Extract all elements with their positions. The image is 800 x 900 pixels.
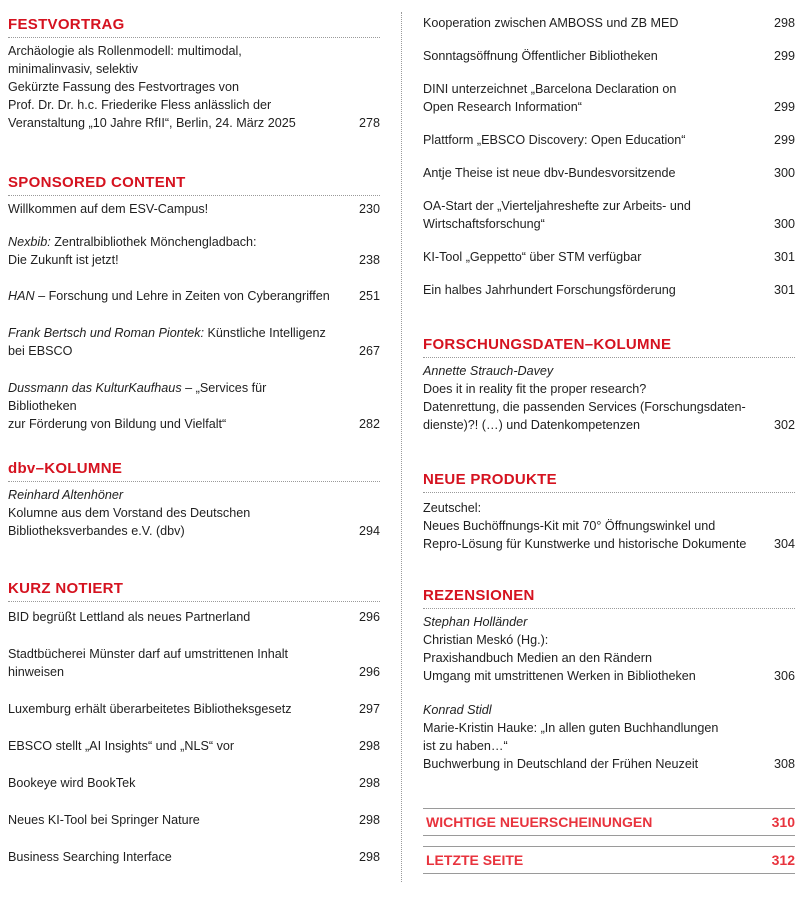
page-number: 298 <box>773 16 795 30</box>
author-name: Annette Strauch-Davey <box>423 364 554 378</box>
toc-entry[interactable]: KI-Tool „Geppetto“ über STM verfügbar 301 <box>423 250 795 264</box>
toc-entry[interactable]: Luxemburg erhält überarbeitetes Bibliotheksgesetz 297 <box>8 702 380 716</box>
section-letzte-seite[interactable] <box>423 846 795 874</box>
page-number: 304 <box>773 537 795 551</box>
toc-entry[interactable]: Zeutschel: Neues Buchöffnungs-Kit mit 70° Öffnungswinkel und Repro-Lösung für Kunstwerke und historische Dokumente 304 <box>423 501 795 551</box>
column-divider <box>401 12 402 882</box>
toc-entry[interactable]: Business Searching Interface 298 <box>8 850 380 864</box>
page-number: 312 <box>771 852 795 868</box>
section-festvortrag <box>8 16 380 132</box>
section-title: NEUE PRODUKTE <box>423 471 795 493</box>
author-name: Konrad Stidl <box>423 703 492 717</box>
toc-entry[interactable]: Sonntagsöffnung Öffentlicher Bibliotheken 299 <box>423 49 795 63</box>
toc-entry[interactable]: HAN – Forschung und Lehre in Zeiten von Cyberangriffen 251 <box>8 289 380 303</box>
section-title: SPONSORED CONTENT <box>8 174 380 196</box>
page-number: 301 <box>773 283 795 297</box>
section-kurz-notiert <box>8 580 380 866</box>
section-kurz-notiert-continued <box>423 14 795 299</box>
page-number: 296 <box>358 665 380 679</box>
page-number: 296 <box>358 610 380 624</box>
page-number: 282 <box>358 417 380 431</box>
page-number: 300 <box>773 217 795 231</box>
page-number: 238 <box>358 253 380 267</box>
toc-entry[interactable]: Neues KI-Tool bei Springer Nature 298 <box>8 813 380 827</box>
page-number: 278 <box>358 116 380 130</box>
toc-entry[interactable]: Reinhard Altenhöner Kolumne aus dem Vorstand des Deutschen Bibliotheksverbandes e.V. (dbv) 294 <box>8 488 380 538</box>
section-title: WICHTIGE NEUERSCHEINUNGEN <box>426 814 653 830</box>
page-number: 299 <box>773 133 795 147</box>
toc-entry[interactable]: BID begrüßt Lettland als neues Partnerland 296 <box>8 610 380 624</box>
toc-entry[interactable]: Kooperation zwischen AMBOSS und ZB MED 298 <box>423 16 795 30</box>
toc-entry[interactable]: Willkommen auf dem ESV-Campus! 230 <box>8 202 380 216</box>
section-forschungsdaten-kolumne <box>423 336 795 434</box>
toc-entry[interactable]: EBSCO stellt „AI Insights“ und „NLS“ vor 298 <box>8 739 380 753</box>
toc-entry[interactable]: Stadtbücherei Münster darf auf umstrittenen Inhalt hinweisen 296 <box>8 647 380 679</box>
author-name: Stephan Holländer <box>423 615 528 629</box>
page-number: 298 <box>358 776 380 790</box>
toc-entry[interactable]: Konrad Stidl Marie-Kristin Hauke: „In allen guten Buchhandlungen ist zu haben…“ Buchwerbung in Deutschland der Frühen Neuzeit 308 <box>423 703 795 771</box>
page-number: 298 <box>358 813 380 827</box>
toc-entry[interactable]: Dussmann das KulturKaufhaus – „Services für Bibliotheken zur Förderung von Bildung und Vielfalt“ 282 <box>8 381 380 431</box>
page-number: 300 <box>773 166 795 180</box>
toc-entry[interactable]: Plattform „EBSCO Discovery: Open Education“ 299 <box>423 133 795 147</box>
page-number: 306 <box>773 669 795 683</box>
toc-entry[interactable]: Nexbib: Zentralbibliothek Mönchengladbach: Die Zukunft ist jetzt! 238 <box>8 235 380 267</box>
section-wichtige-neuerscheinungen[interactable] <box>423 808 795 836</box>
section-neue-produkte <box>423 471 795 553</box>
page-number: 230 <box>358 202 380 216</box>
toc-entry[interactable]: Antje Theise ist neue dbv-Bundesvorsitzende 300 <box>423 166 795 180</box>
page-number: 302 <box>773 418 795 432</box>
section-title: FORSCHUNGSDATEN–KOLUMNE <box>423 336 795 358</box>
page-number: 299 <box>773 100 795 114</box>
toc-entry[interactable]: DINI unterzeichnet „Barcelona Declaration on Open Research Information“ 299 <box>423 82 795 114</box>
page-number: 298 <box>358 739 380 753</box>
page-number: 299 <box>773 49 795 63</box>
page-number: 308 <box>773 757 795 771</box>
section-title: LETZTE SEITE <box>426 852 524 868</box>
toc-entry[interactable]: Ein halbes Jahrhundert Forschungsförderung 301 <box>423 283 795 297</box>
section-sponsored-content <box>8 174 380 433</box>
section-title: dbv–KOLUMNE <box>8 460 380 482</box>
page-number: 310 <box>771 814 795 830</box>
toc-entry[interactable]: Stephan Holländer Christian Meskó (Hg.): Praxishandbuch Medien an den Rändern Umgang mit umstrittenen Werken in Bibliotheken 306 <box>423 615 795 683</box>
toc-entry[interactable]: OA-Start der „Vierteljahreshefte zur Arbeits- und Wirtschaftsforschung“ 300 <box>423 199 795 231</box>
author-name: Reinhard Altenhöner <box>8 488 124 502</box>
page-number: 267 <box>358 344 380 358</box>
section-title: FESTVORTRAG <box>8 16 380 38</box>
toc-entry[interactable]: Annette Strauch-Davey Does it in reality fit the proper research? Datenrettung, die passenden Services (Forschungsdaten- dienste)?! (…) und Datenkompetenzen 302 <box>423 364 795 432</box>
page-number: 251 <box>358 289 380 303</box>
section-title: KURZ NOTIERT <box>8 580 380 602</box>
page-number: 301 <box>773 250 795 264</box>
section-dbv-kolumne <box>8 460 380 540</box>
page-number: 297 <box>358 702 380 716</box>
page-number: 298 <box>358 850 380 864</box>
toc-entry[interactable]: Frank Bertsch und Roman Piontek: Künstliche Intelligenz bei EBSCO 267 <box>8 326 380 358</box>
section-title: REZENSIONEN <box>423 587 795 609</box>
toc-entry[interactable]: Archäologie als Rollenmodell: multimodal, minimalinvasiv, selektiv Gekürzte Fassung des Festvortrages von Prof. Dr. Dr. h.c. Friederike Fless anlässlich der Veranstaltung „10 Jahre RfII“, Berlin, 24. März 2025 278 <box>8 44 380 130</box>
section-rezensionen <box>423 587 795 773</box>
page-number: 294 <box>358 524 380 538</box>
toc-entry[interactable]: Bookeye wird BookTek 298 <box>8 776 380 790</box>
